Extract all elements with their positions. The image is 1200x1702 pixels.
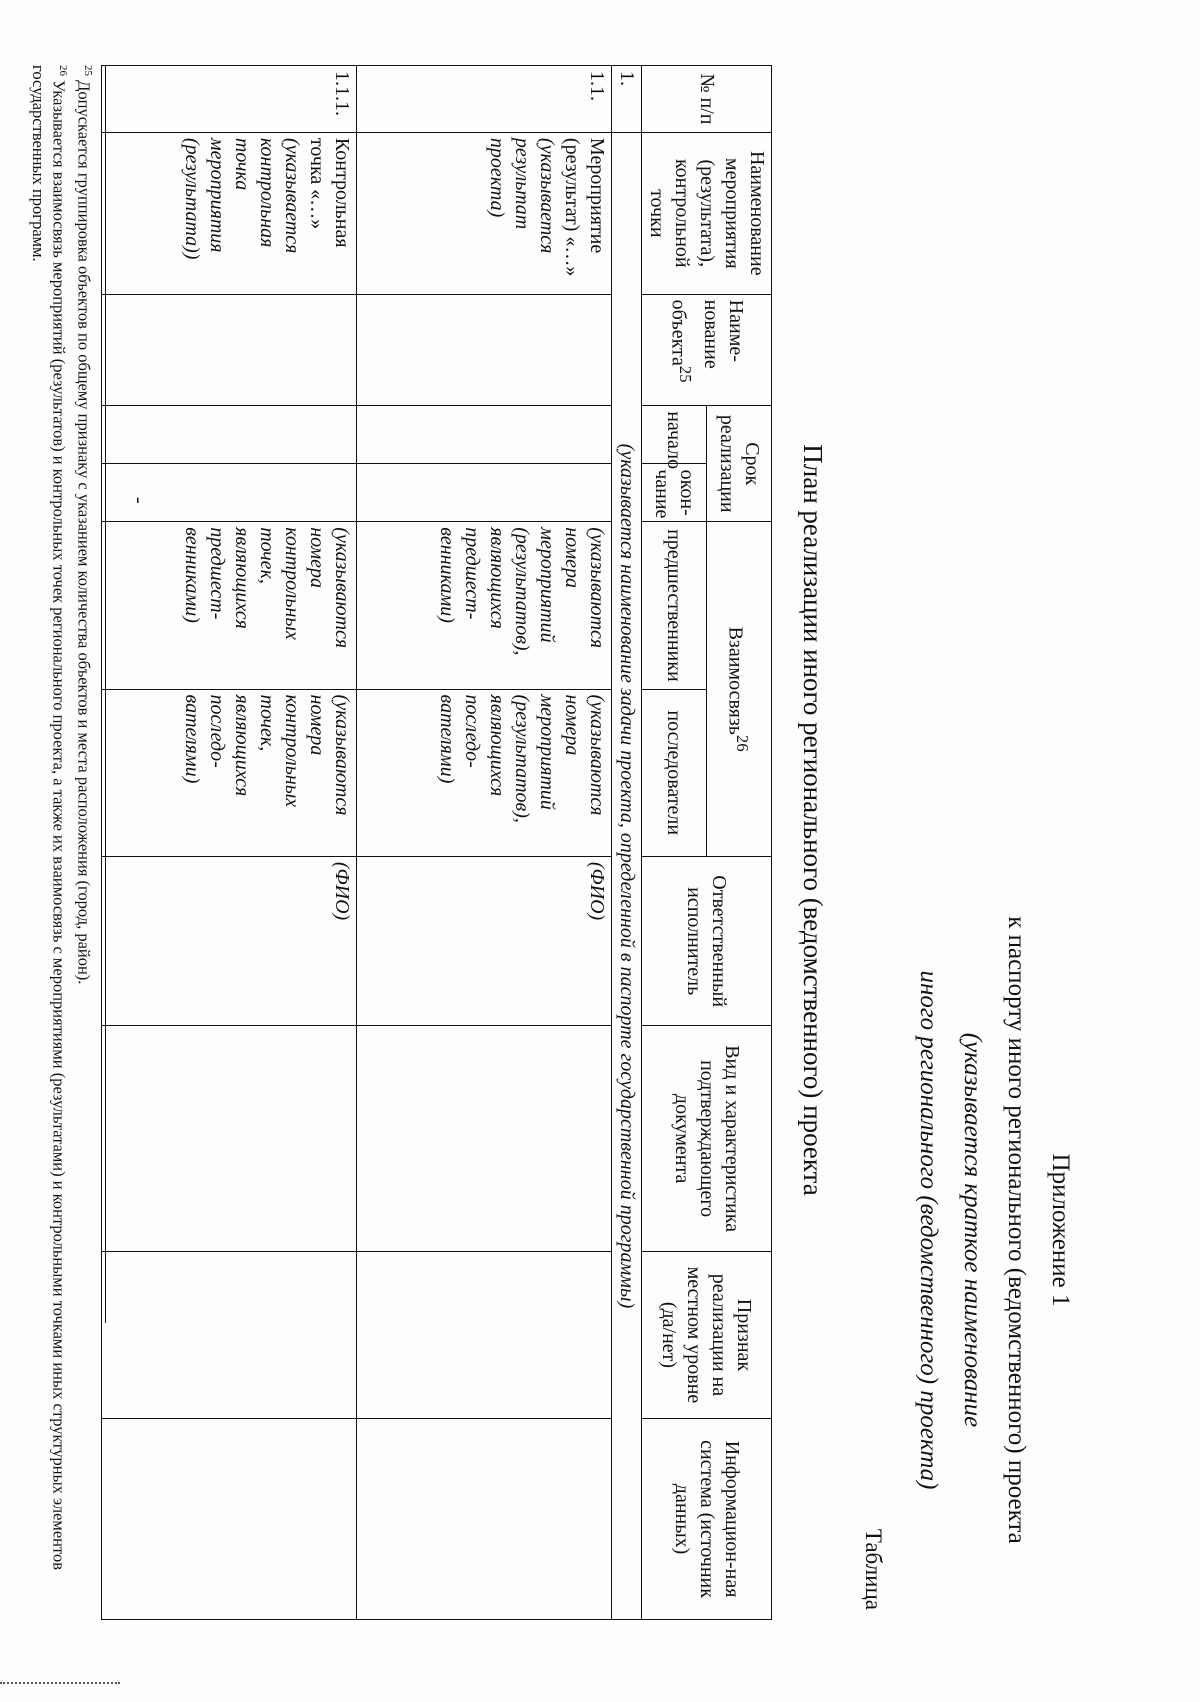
appendix-number: Приложение 1 <box>1047 1153 1074 1307</box>
header-responsible: Ответственный исполнитель <box>642 856 772 1026</box>
header-term: Срок реализации <box>707 406 772 522</box>
header-successors: последователи <box>642 689 707 856</box>
row-term-start <box>357 406 612 464</box>
task-row <box>612 66 642 1620</box>
appendix-header <box>906 850 1082 1610</box>
stray-dash-mark: - <box>128 497 150 504</box>
footnote-26 <box>28 65 74 1625</box>
row-num: 1.1. <box>357 66 612 133</box>
plan-title: План реализации иного регионального (ведомственного) проекта <box>798 444 828 1196</box>
row-name-note: (указывается контрольная точка мероприятия (результата)) <box>181 137 303 260</box>
appendix-note-line2: иного регионального (ведомственного) проекта) <box>915 970 942 1490</box>
row-name-note: (указывается результат проекта) <box>486 137 558 254</box>
footnote-25-text: Допускается группировка объектов по общему признаку с указанием количества объектов и места расположения (город, район). <box>74 80 94 985</box>
row-successors: (указываются номера мероприятий (результатов), являющихся последо-вателями) <box>357 689 612 856</box>
row-term-end <box>102 464 357 522</box>
header-document: Вид и характеристика подтверждающего документа <box>642 1026 772 1251</box>
row-document <box>102 1026 357 1251</box>
footnote-26-text: Указывается взаимосвязь мероприятий (результатов) и контрольных точек регионального проекта, а также их взаимосвязь с мероприятиями (результатами) и контрольными точками иных структурных элементов государственных программ. <box>29 65 69 1571</box>
scan-edge-mark <box>0 1682 120 1688</box>
footnote-divider <box>105 65 106 1323</box>
header-num: № п/п <box>642 66 772 133</box>
header-local-flag: Признак реализации на местном уровне (да/нет) <box>642 1251 772 1418</box>
header-relation: Взаимосвязь$^{26}$ <box>707 522 772 857</box>
row-successors: (указываются номера контрольных точек, являющихся последо-вателями) <box>102 689 357 856</box>
plan-table <box>101 65 772 1620</box>
row-name-cell <box>102 132 357 294</box>
footnote-26-number: 26 <box>57 65 70 76</box>
footnote-25 <box>74 65 99 1625</box>
row-predecessors: (указываются номера мероприятий (результатов), являющихся предшест-венниками) <box>357 522 612 689</box>
header-row-1 <box>707 66 772 1620</box>
header-predecessors: предшественники <box>642 522 707 689</box>
row-predecessors: (указываются номера контрольных точек, являющихся предшест-венниками) <box>102 522 357 689</box>
table-row <box>357 66 612 1620</box>
row-responsible: (ФИО) <box>102 856 357 1026</box>
footnotes <box>28 65 98 1625</box>
row-name-cell <box>357 132 612 294</box>
header-term-end: окон-чание <box>642 464 707 522</box>
footnote-25-number: 25 <box>82 65 94 76</box>
row-term-end <box>357 464 612 522</box>
row-term-start <box>102 406 357 464</box>
header-term-start: начало <box>642 406 707 464</box>
task-text: (указывается наименование задачи проекта, определенной в паспорте государственной программы) <box>612 132 642 1619</box>
row-info-system <box>357 1419 612 1620</box>
row-object-name <box>357 294 612 406</box>
row-name: Мероприятие (результат) «…» <box>561 137 608 277</box>
task-num: 1. <box>612 66 642 133</box>
row-document <box>357 1026 612 1251</box>
row-num: 1.1.1. <box>102 66 357 133</box>
table-row <box>102 66 357 1620</box>
appendix-note-line1: (указывается краткое наименование <box>959 1032 986 1428</box>
row-info-system <box>102 1419 357 1620</box>
row-responsible: (ФИО) <box>357 856 612 1026</box>
row-name: Контрольная точка «…» <box>306 137 353 248</box>
row-local-flag <box>102 1251 357 1418</box>
header-name: Наименование мероприятия (результата), контрольной точки <box>642 132 772 294</box>
appendix-subtitle: к паспорту иного регионального (ведомственного) проекта <box>1003 916 1030 1544</box>
row-local-flag <box>357 1251 612 1418</box>
table-label: Таблица <box>861 1528 886 1610</box>
header-info-system: Информацион-ная система (источник данных) <box>642 1419 772 1620</box>
header-object-name: Наиме-нование объекта$^{25}$ <box>642 294 772 406</box>
row-object-name <box>102 294 357 406</box>
